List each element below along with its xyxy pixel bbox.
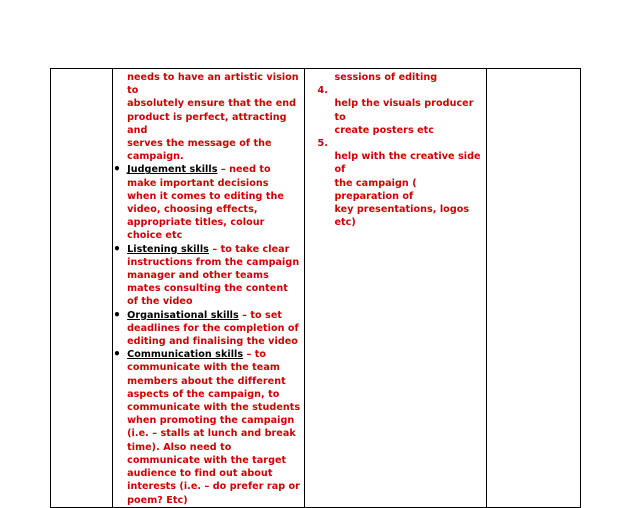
task-text: help with the creative side of the campaign ( preparation of key presentations, logos etc) xyxy=(334,151,481,229)
task-item-5 xyxy=(309,137,481,229)
table-row xyxy=(51,69,581,508)
skills-list xyxy=(113,163,300,506)
skill-description: – need to make important decisions when it comes to editing the video, choosing effects, appropriate titles, colour choice etc xyxy=(127,164,284,242)
bullet-icon: • xyxy=(113,307,121,322)
bullet-icon: • xyxy=(113,347,121,362)
skill-description: – to set deadlines for the completion of editing and finalising the video xyxy=(127,309,299,348)
task-number: 5. xyxy=(317,138,328,150)
skills-intro: needs to have an artistic vision to absolutely ensure that the end product is perfect, attracting and serves the message of the campaign. xyxy=(127,72,299,163)
task-text: help the visuals producer to create posters etc xyxy=(334,98,474,136)
skill-item-listening xyxy=(113,243,300,309)
skill-name: Listening skills xyxy=(127,243,209,255)
bullet-icon: • xyxy=(113,162,121,177)
task-item-4 xyxy=(309,84,481,137)
task-continued-text: sessions of editing xyxy=(334,72,438,83)
skills-cell xyxy=(113,69,305,508)
skill-item-communication xyxy=(113,348,300,506)
skill-name: Judgement skills xyxy=(127,164,218,176)
skill-item-organisational xyxy=(113,309,300,349)
skill-name: Organisational skills xyxy=(127,309,239,321)
task-number: 4. xyxy=(317,85,328,97)
skill-name: Communication skills xyxy=(127,349,244,361)
skill-description: – to communicate with the team members about the different aspects of the campaign, to communicate with the students when promoting the campaign (i.e. – stalls at lunch and break time). Also need to communicate with the target audience to find out about interests (i.e. – do prefer rap or poem? Etc) xyxy=(127,349,301,506)
skill-description: – to take clear instructions from the campaign manager and other teams mates consulting the content of the video xyxy=(127,243,300,308)
empty-cell-right xyxy=(486,69,580,508)
tasks-cell xyxy=(305,69,486,508)
document-table xyxy=(50,68,581,508)
bullet-icon: • xyxy=(113,241,121,256)
empty-cell-left xyxy=(51,69,113,508)
skill-item-judgement xyxy=(113,163,300,242)
